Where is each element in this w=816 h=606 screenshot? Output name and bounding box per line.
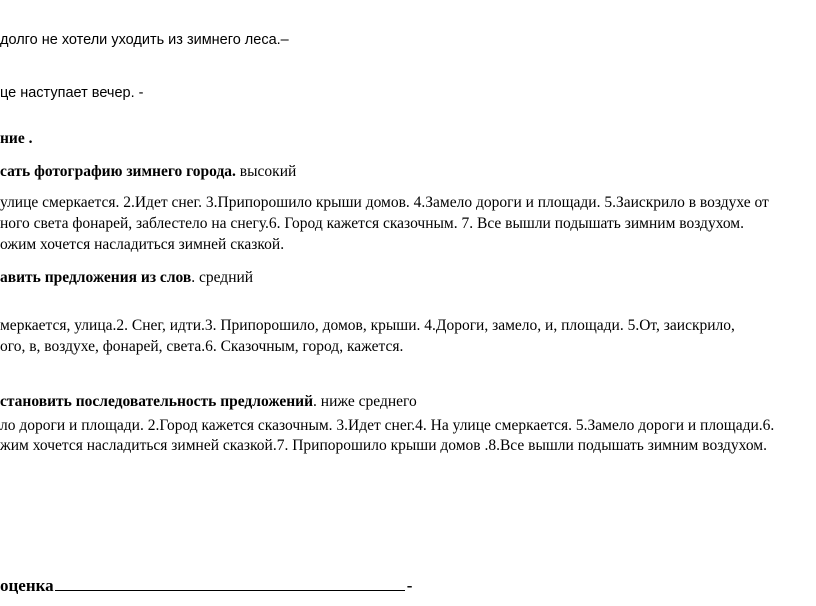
task3-heading	[0, 393, 417, 411]
task3-level: . ниже среднего	[313, 393, 417, 410]
task2-title: авить предложения из слов	[0, 269, 192, 286]
task1-text-2: ного света фонарей, заблестело на снегу.6. Город кажется сказочным. 7. Все вышли подышать зимним воздухом.	[0, 215, 744, 232]
section-heading	[0, 130, 33, 148]
grade-end: -	[406, 576, 413, 595]
task1-level: высокий	[235, 163, 297, 180]
grade-blank[interactable]	[55, 576, 405, 591]
section-heading-text: ние .	[0, 130, 33, 147]
task1-text-3: ожим хочется насладиться зимней сказкой.	[0, 236, 285, 253]
task3-text-2: жим хочется насладиться зимней сказкой.7. Припорошило крыши домов .8.Все вышли подышать зимним воздухом.	[0, 437, 767, 454]
task2-level: . средний	[191, 269, 254, 286]
task2-text-1: меркается, улица.2. Снег, идти.3. Припорошило, домов, крыши. 4.Дороги, замело, и, площади. 5.От, заискрило,	[0, 317, 735, 334]
task2-heading	[0, 269, 253, 287]
task1-heading	[0, 163, 296, 181]
task2-text-2: ого, в, воздухе, фонарей, света.6. Сказочным, город, кажется.	[0, 338, 404, 355]
task1-text-1: улице смеркается. 2.Идет снег. 3.Припорошило крыши домов. 4.Замело дороги и площади. 5.Заискрило в воздухе от	[0, 194, 769, 211]
task1-title: сать фотографию зимнего города.	[0, 163, 236, 180]
grade-line	[0, 576, 412, 596]
top-line-2: це наступает вечер. -	[0, 85, 144, 101]
task3-text-1: ло дороги и площади. 2.Город кажется сказочным. 3.Идет снег.4. На улице смеркается. 5.Замело дороги и площади.6.	[0, 417, 775, 434]
grade-label: оценка	[0, 576, 54, 595]
top-line-1: долго не хотели уходить из зимнего леса.–	[0, 32, 289, 48]
task3-title: становить последовательность предложений	[0, 393, 314, 410]
